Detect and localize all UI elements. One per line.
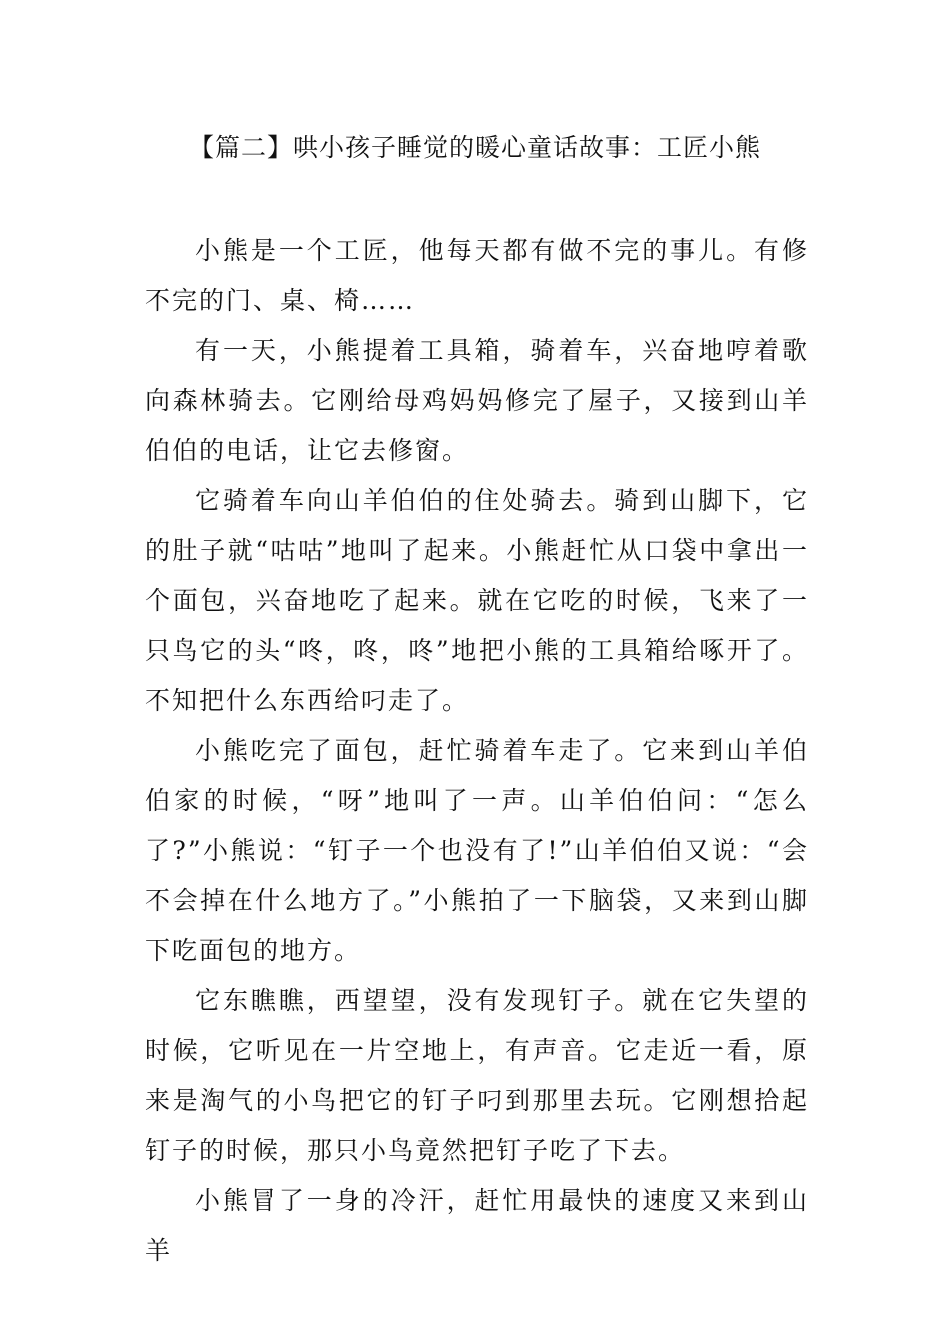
paragraph: 它骑着车向山羊伯伯的住处骑去。骑到山脚下，它的肚子就“咕咕”地叫了起来。小熊赶忙从口袋中拿出一个面包，兴奋地吃了起来。就在它吃的时候，飞来了一只鸟它的头“咚，咚，咚”地把小熊的工具箱给啄开了。不知把什么东西给叼走了。 <box>145 486 809 715</box>
paragraph: 有一天，小熊提着工具箱，骑着车，兴奋地哼着歌向森林骑去。它刚给母鸡妈妈修完了屋子，又接到山羊伯伯的电话，让它去修窗。 <box>145 336 809 465</box>
paragraph: 小熊冒了一身的冷汗，赶忙用最快的速度又来到山羊 <box>145 1186 809 1265</box>
paragraph: 它东瞧瞧，西望望，没有发现钉子。就在它失望的时候，它听见在一片空地上，有声音。它走近一看，原来是淘气的小鸟把它的钉子叼到那里去玩。它刚想拾起钉子的时候，那只小鸟竟然把钉子吃了下去。 <box>145 986 809 1165</box>
document-body <box>145 226 809 1276</box>
document-title: 【篇二】哄小孩子睡觉的暖心童话故事：工匠小熊 <box>188 133 761 162</box>
paragraph: 小熊吃完了面包，赶忙骑着车走了。它来到山羊伯伯家的时候，“呀”地叫了一声。山羊伯伯问：“怎么了?”小熊说：“钉子一个也没有了!”山羊伯伯又说：“会不会掉在什么地方了。”小熊拍了一下脑袋，又来到山脚下吃面包的地方。 <box>145 736 809 965</box>
paragraph: 小熊是一个工匠，他每天都有做不完的事儿。有修不完的门、桌、椅…… <box>145 236 809 315</box>
